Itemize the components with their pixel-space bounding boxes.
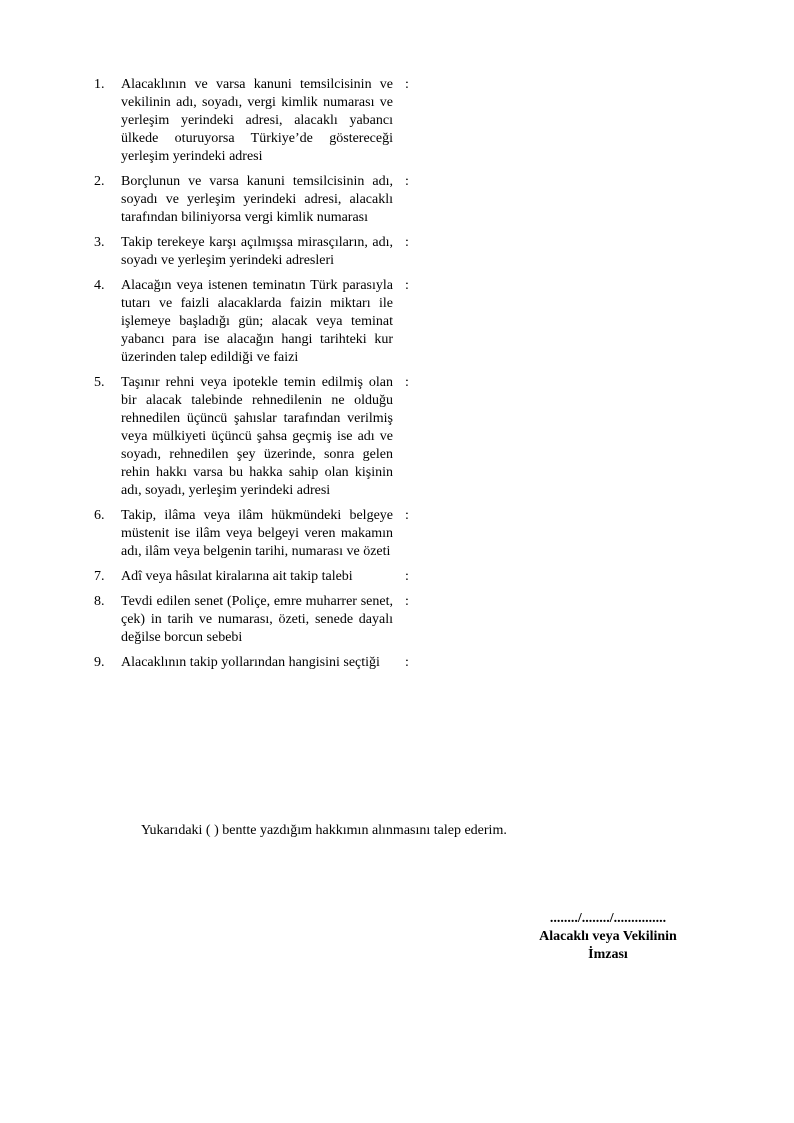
list-item: [94, 76, 424, 166]
item-colon: :: [405, 594, 409, 609]
list-item: [94, 234, 424, 270]
item-number: 7.: [94, 569, 105, 584]
item-number: 2.: [94, 174, 105, 189]
list-item: [94, 568, 424, 586]
item-number: 6.: [94, 508, 105, 523]
list-item: [94, 654, 424, 672]
item-text: Tevdi edilen senet (Poliçe, emre muharrer senet, çek) in tarih ve numarası, özeti, senede dayalı değilse borcun sebebi: [121, 594, 393, 645]
item-text: Alacaklının takip yollarından hangisini seçtiği: [121, 655, 380, 670]
signature-label-imza: İmzası: [588, 947, 628, 962]
item-text: Takip, ilâma veya ilâm hükmündeki belgeye müstenit ise ilâm veya belgeyi veren makamın adı, ilâm veya belgenin tarihi, numarası ve özeti: [121, 508, 393, 559]
item-number: 8.: [94, 594, 105, 609]
item-colon: :: [405, 278, 409, 293]
item-colon: :: [405, 174, 409, 189]
item-number: 5.: [94, 375, 105, 390]
item-text: Alacağın veya istenen teminatın Türk parasıyla tutarı ve faizli alacaklarda faizin miktarı ile işlemeye başladığı gün; alacak veya teminat yabancı para ise alacağın hangi tarihteki kur üzerinden talep edildiği ve faizi: [121, 278, 393, 365]
item-number: 9.: [94, 655, 105, 670]
list-item: [94, 173, 424, 227]
list-item: [94, 593, 424, 647]
item-colon: :: [405, 508, 409, 523]
item-text: Alacaklının ve varsa kanuni temsilcisinin ve vekilinin adı, soyadı, vergi kimlik numarası ve yerleşim yerindeki adresi, alacaklı yabancı ülkede oturuyorsa Türkiye’de göstereceği yerleşim yerindeki adresi: [121, 77, 393, 164]
item-number: 3.: [94, 235, 105, 250]
item-colon: :: [405, 375, 409, 390]
numbered-fields-list: [94, 76, 424, 679]
list-item: [94, 507, 424, 561]
item-text: Borçlunun ve varsa kanuni temsilcisinin adı, soyadı ve yerleşim yerindeki adresi, alacaklı tarafından biliniyorsa vergi kimlik numarası: [121, 174, 393, 225]
item-text: Taşınır rehni veya ipotekle temin edilmiş olan bir alacak talebinde rehnedilenin ne olduğu rehnedilen üçüncü şahıslar tarafından verilmiş veya mülkiyeti üçüncü şahsa geçmiş ise adı ve soyadı, rehnedilen şey üzerinde, sonra gelen rehin hakkı varsa bu hakka sahip olan kişinin adı, soyadı, yerleşim yerindeki adresi: [121, 375, 393, 498]
list-item: [94, 277, 424, 367]
item-number: 1.: [94, 77, 105, 92]
item-colon: :: [405, 77, 409, 92]
signature-block: [516, 910, 700, 964]
item-colon: :: [405, 235, 409, 250]
list-item: [94, 374, 424, 500]
item-number: 4.: [94, 278, 105, 293]
signature-label: Alacaklı veya Vekilinin: [539, 929, 677, 944]
item-colon: :: [405, 569, 409, 584]
signature-date-line: ......../......../...............: [549, 911, 667, 926]
item-text: Takip terekeye karşı açılmışsa mirasçıların, adı, soyadı ve yerleşim yerindeki adresleri: [121, 235, 393, 268]
item-colon: :: [405, 655, 409, 670]
item-text: Adî veya hâsılat kiralarına ait takip talebi: [121, 569, 353, 584]
request-sentence: Yukarıdaki ( ) bentte yazdığım hakkımın alınmasını talep ederim.: [141, 823, 507, 838]
